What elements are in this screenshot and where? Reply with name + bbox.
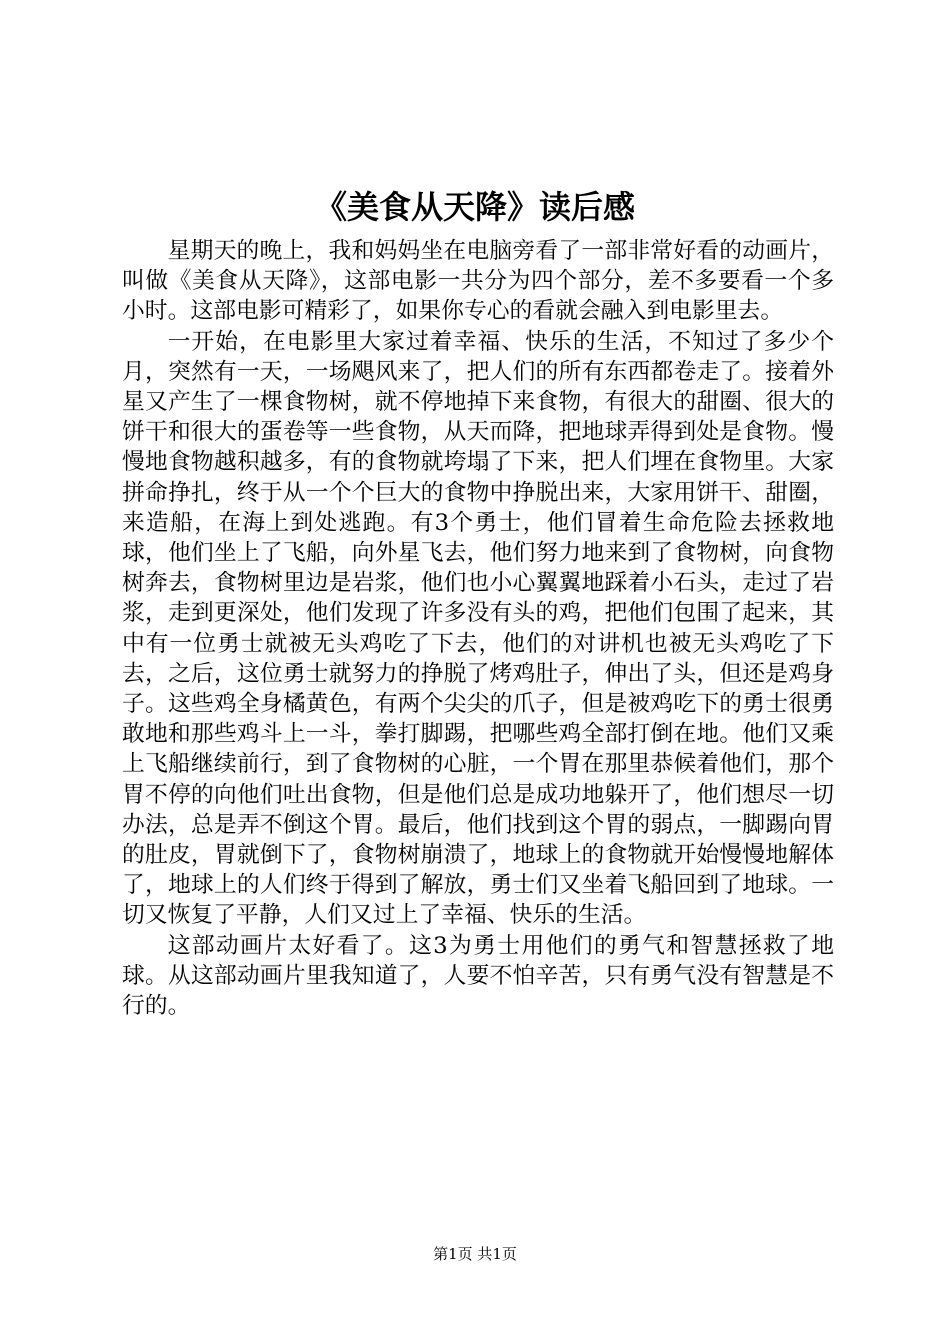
document-title: 《美食从天降》读后感 — [314, 188, 635, 226]
paragraph-conclusion: 这部动画片太好看了。这3为勇士用他们的勇气和智慧拯救了地球。从这部动画片里我知道了，人要不怕辛苦，只有勇气没有智慧是不行的。 — [122, 932, 834, 1020]
document-body — [122, 236, 834, 1021]
page-number-footer: 第1页 共1页 — [433, 1245, 517, 1263]
paragraph-story: 一开始，在电影里大家过着幸福、快乐的生活，不知过了多少个月，突然有一天，一场飓风来了，把人们的所有东西都卷走了。接着外星又产生了一棵食物树，就不停地掉下来食物，有很大的甜圈、很大的饼干和很大的蛋卷等一些食物，从天而降，把地球弄得到处是食物。慢慢地食物越积越多，有的食物就垮塌了下来，把人们埋在食物里。大家拼命挣扎，终于从一个个巨大的食物中挣脱出来，大家用饼干、甜圈，来造船，在海上到处逃跑。有3个勇士，他们冒着生命危险去拯救地球，他们坐上了飞船，向外星飞去，他们努力地来到了食物树，向食物树奔去，食物树里边是岩浆，他们也小心翼翼地踩着小石头，走过了岩浆，走到更深处，他们发现了许多没有头的鸡，把他们包围了起来，其中有一位勇士就被无头鸡吃了下去，他们的对讲机也被无头鸡吃了下去，之后，这位勇士就努力的挣脱了烤鸡肚子，伸出了头，但还是鸡身子。这些鸡全身橘黄色，有两个尖尖的爪子，但是被鸡吃下的勇士很勇敢地和那些鸡斗上一斗，拳打脚踢，把哪些鸡全部打倒在地。他们又乘上飞船继续前行，到了食物树的心脏，一个胃在那里恭候着他们，那个胃不停的向他们吐出食物，但是他们总是成功地躲开了，他们想尽一切办法，总是弄不倒这个胃。最后，他们找到这个胃的弱点，一脚踢向胃的肚皮，胃就倒下了，食物树崩溃了，地球上的食物就开始慢慢地解体了，地球上的人们终于得到了解放，勇士们又坐着飞船回到了地球。一切又恢复了平静，人们又过上了幸福、快乐的生活。 — [122, 328, 834, 929]
paragraph-intro: 星期天的晚上，我和妈妈坐在电脑旁看了一部非常好看的动画片，叫做《美食从天降》，这部电影一共分为四个部分，差不多要看一个多小时。这部电影可精彩了，如果你专心的看就会融入到电影里去。 — [122, 238, 834, 325]
